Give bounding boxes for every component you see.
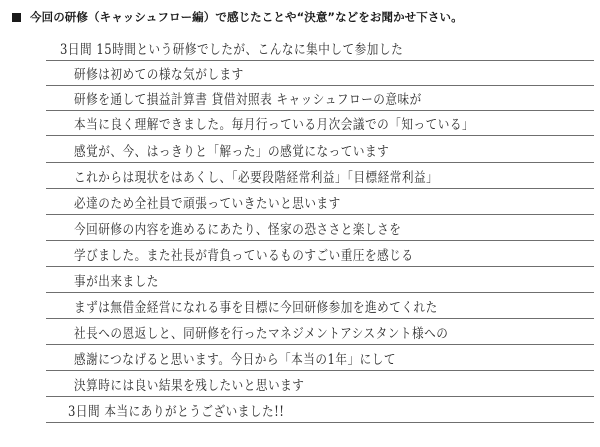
ruled-line <box>46 293 594 319</box>
handwritten-line: 研修は初めての様な気がします <box>74 67 244 83</box>
handwritten-line: 社長への恩返しと、同研修を行ったマネジメントアシスタント様への <box>74 326 449 342</box>
handwritten-line: 事が出来ました <box>74 274 159 290</box>
square-bullet-icon <box>12 13 21 22</box>
handwritten-answer-area <box>46 33 594 443</box>
ruled-line <box>46 345 594 371</box>
ruled-line <box>46 215 594 241</box>
handwritten-line: 学びました。また社長が背負っているものすごい重圧を感じる <box>74 248 414 264</box>
handwritten-line: 今回研修の内容を進めるにあたり、怪家の恐ささと楽しさを <box>74 222 402 238</box>
handwritten-line: 感覚が、今、はっきりと「解った」の感覚になっています <box>74 144 390 160</box>
handwritten-line: これからは現状をはあくし、「必要段階経常利益」「目標経常利益」 <box>74 170 439 186</box>
question-prompt: 今回の研修（キャッシュフロー編）で感じたことや“決意”などをお聞かせ下さい。 <box>30 10 463 24</box>
ruled-line <box>46 371 594 397</box>
ruled-line <box>46 267 594 293</box>
handwritten-line: 3日間 本当にありがとうございました!! <box>68 404 285 420</box>
handwritten-line: まずは無借金経営になれる事を目標に今回研修参加を進めてくれた <box>74 300 438 316</box>
ruled-line <box>46 110 594 136</box>
handwritten-line: 本当に良く理解できました。毎月行っている月次会議での「知っている」 <box>74 117 475 133</box>
ruled-line <box>46 397 594 423</box>
handwritten-line: 感謝につなげると思います。今日から「本当の1年」にして <box>74 352 397 368</box>
question-header <box>12 8 463 26</box>
ruled-line <box>46 85 594 111</box>
handwritten-line: 3日間 15時間という研修でしたが、こんなに集中して参加した <box>60 42 404 58</box>
ruled-line <box>46 319 594 345</box>
ruled-line <box>46 137 594 163</box>
ruled-line <box>46 189 594 215</box>
handwritten-line: 必達のため全社員で頑張っていきたいと思います <box>74 196 341 212</box>
ruled-line <box>46 163 594 189</box>
handwritten-line: 決算時には良い結果を残したいと思います <box>74 378 305 394</box>
ruled-line <box>46 60 594 86</box>
handwritten-line: 研修を通して損益計算書 貸借対照表 キャッシュフローの意味が <box>74 92 422 108</box>
ruled-line <box>46 35 594 61</box>
ruled-line <box>46 241 594 267</box>
